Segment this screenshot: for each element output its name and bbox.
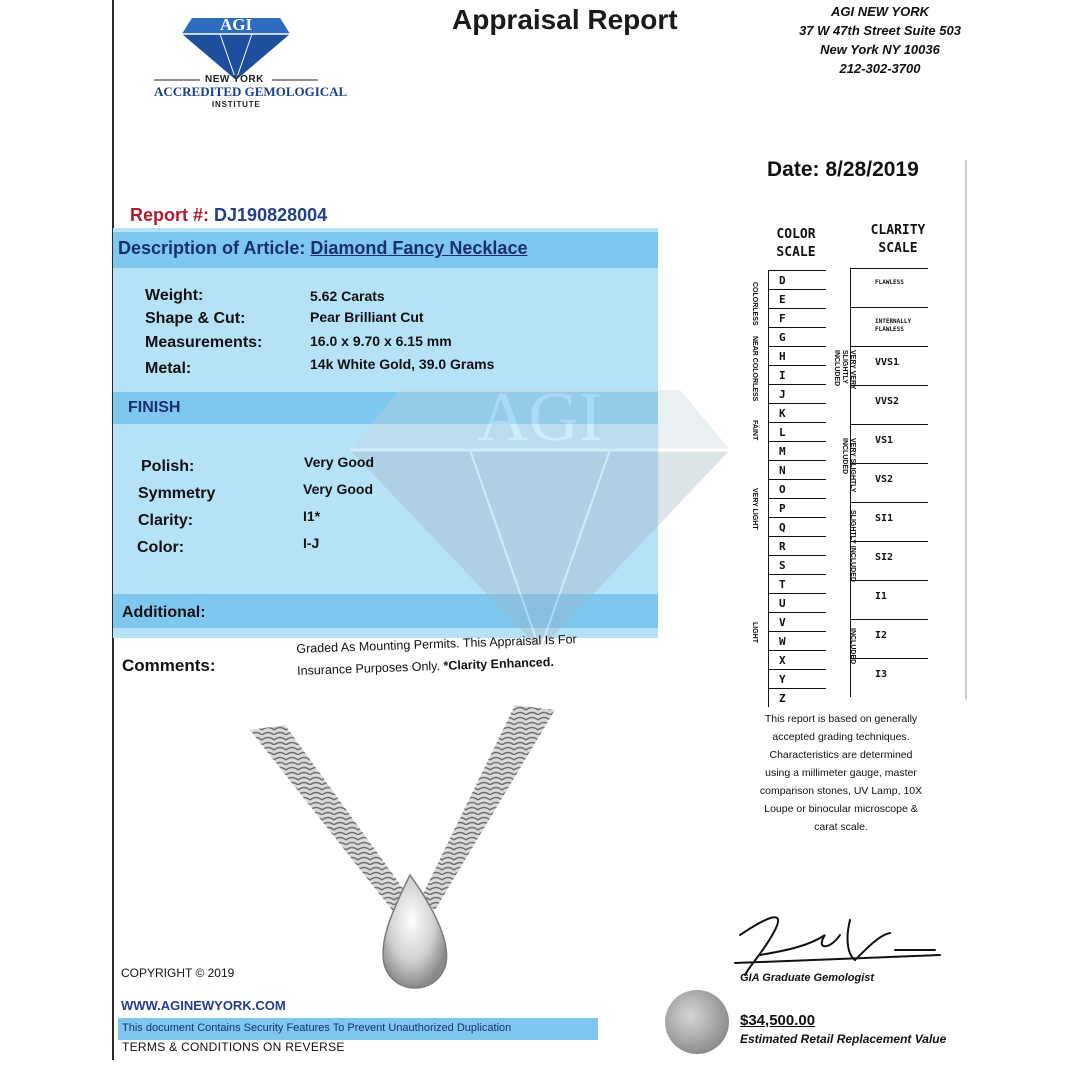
- clarity-grade-i2: I2: [850, 619, 928, 658]
- color-grade-t: T: [768, 574, 826, 593]
- grading-note: This report is based on generally accepted grading techniques. Characteristics are determined using a millimeter gauge, master comparison stones, UV Lamp, 10X Loupe or binocular microscope & carat scale.: [759, 713, 923, 833]
- comments-label: Comments:: [122, 656, 216, 675]
- date-label: Date:: [767, 158, 820, 181]
- shape-cut-value: Pear Brilliant Cut: [310, 309, 424, 325]
- group-faint: FAINT: [751, 420, 758, 441]
- clarity-value: I1*: [303, 508, 321, 524]
- clarity-grade-vvs2: VVS2: [850, 385, 928, 424]
- valuation-amount: $34,500.00: [740, 1012, 816, 1029]
- symmetry-label: Symmetry: [138, 485, 216, 502]
- group-very-light: VERY LIGHT: [751, 488, 758, 530]
- group-vvs: VERY VERY SLIGHTLY INCLUDED: [833, 350, 856, 390]
- color-grade-n: N: [768, 460, 826, 479]
- group-included: INCLUDED: [849, 628, 856, 665]
- group-near-colorless: NEAR COLORLESS: [751, 336, 758, 402]
- color-grade-s: S: [768, 555, 826, 574]
- clarity-grade-vvs1: VVS1: [850, 346, 928, 385]
- copyright-text: COPYRIGHT © 2019: [121, 966, 235, 980]
- report-number-label: Report #:: [130, 205, 210, 225]
- comments-body: Graded As Mounting Permits. This Appraisal Is For Insurance Purposes Only.: [296, 632, 577, 678]
- color-scale-grid: [768, 270, 828, 706]
- clarity-grade-internally-flawless: INTERNALLY FLAWLESS: [850, 307, 928, 346]
- logo-line-accredited: ACCREDITED GEMOLOGICAL: [154, 84, 348, 99]
- finish-header: FINISH: [128, 399, 181, 416]
- paper-edge-right: [965, 160, 967, 700]
- signature-title: GIA Graduate Gemologist: [740, 972, 875, 984]
- logo-line-new-york: NEW YORK: [205, 74, 264, 85]
- symmetry-value: Very Good: [303, 481, 374, 497]
- color-grade-e: E: [768, 289, 826, 308]
- color-grade-l: L: [768, 422, 826, 441]
- color-grade-x: X: [768, 650, 826, 669]
- svg-text:AGI: AGI: [477, 379, 603, 456]
- color-grade-z: Z: [768, 688, 826, 707]
- clarity-grade-vs1: VS1: [850, 424, 928, 463]
- clarity-scale-grid: [850, 268, 930, 698]
- agi-watermark: [340, 360, 740, 660]
- clarity-grade-vs2: VS2: [850, 463, 928, 502]
- document-title: Appraisal Report: [452, 4, 678, 35]
- clarity-enhanced-note: *Clarity Enhanced.: [443, 655, 555, 673]
- clarity-scale-title-1: CLARITY: [870, 223, 926, 238]
- clarity-label: Clarity:: [138, 512, 194, 529]
- description-label: Description of Article:: [118, 238, 306, 258]
- valuation-label: Estimated Retail Replacement Value: [740, 1032, 947, 1046]
- color-grade-j: J: [768, 384, 826, 403]
- gemologist-signature: [730, 905, 945, 980]
- color-grade-v: V: [768, 612, 826, 631]
- group-light: LIGHT: [751, 622, 758, 643]
- clarity-grade-i1: I1: [850, 580, 928, 619]
- embossed-seal: [665, 990, 729, 1054]
- color-scale-title-1: COLOR: [776, 227, 816, 242]
- color-grade-r: R: [768, 536, 826, 555]
- color-grade-w: W: [768, 631, 826, 650]
- color-grade-g: G: [768, 327, 826, 346]
- color-scale-title: [766, 226, 826, 262]
- color-grade-h: H: [768, 346, 826, 365]
- necklace-photo: [250, 705, 570, 995]
- metal-value: 14k White Gold, 39.0 Grams: [310, 356, 495, 372]
- report-number-value: DJ190828004: [214, 205, 328, 225]
- color-grade-q: Q: [768, 517, 826, 536]
- clarity-grade-flawless: FLAWLESS: [850, 268, 928, 307]
- security-notice: This document Contains Security Features To Prevent Unauthorized Duplication: [122, 1022, 512, 1034]
- polish-value: Very Good: [304, 454, 375, 470]
- group-colorless: COLORLESS: [751, 282, 758, 326]
- additional-label: Additional:: [122, 604, 206, 621]
- svg-text:AGI: AGI: [219, 15, 253, 34]
- clarity-grade-si1: SI1: [850, 502, 928, 541]
- color-scale-title-2: SCALE: [776, 245, 816, 260]
- clarity-scale-title: [858, 222, 938, 258]
- clarity-grade-si2: SI2: [850, 541, 928, 580]
- shape-cut-label: Shape & Cut:: [145, 310, 246, 327]
- color-grade-o: O: [768, 479, 826, 498]
- weight-label: Weight:: [145, 287, 204, 304]
- report-number: [130, 205, 327, 226]
- description-of-article: [118, 238, 527, 259]
- clarity-grade-i3: I3: [850, 658, 928, 697]
- description-value: Diamond Fancy Necklace: [310, 238, 528, 258]
- color-value: I-J: [303, 535, 320, 551]
- website-link[interactable]: WWW.AGINEWYORK.COM: [121, 998, 286, 1013]
- company-city: New York NY 10036: [820, 42, 940, 57]
- color-grade-m: M: [768, 441, 826, 460]
- logo-line-institute: INSTITUTE: [212, 100, 261, 109]
- color-grade-k: K: [768, 403, 826, 422]
- terms-notice: TERMS & CONDITIONS ON REVERSE: [122, 1040, 345, 1054]
- color-grade-u: U: [768, 593, 826, 612]
- color-label: Color:: [137, 539, 185, 556]
- weight-value: 5.62 Carats: [310, 288, 385, 304]
- company-name: AGI NEW YORK: [831, 4, 929, 19]
- color-grade-i: I: [768, 365, 826, 384]
- group-vs: VERY SLIGHTLY INCLUDED: [841, 438, 856, 493]
- group-si: SLIGHTLY INCLUDED: [849, 510, 856, 582]
- company-address: [795, 2, 965, 78]
- polish-label: Polish:: [141, 458, 195, 475]
- color-grade-f: F: [768, 308, 826, 327]
- date-value: 8/28/2019: [825, 158, 919, 181]
- report-date: [767, 158, 919, 182]
- color-grade-d: D: [768, 270, 826, 289]
- company-phone: 212-302-3700: [839, 61, 921, 76]
- color-grade-y: Y: [768, 669, 826, 688]
- measurements-label: Measurements:: [145, 334, 263, 351]
- metal-label: Metal:: [145, 360, 192, 377]
- measurements-value: 16.0 x 9.70 x 6.15 mm: [310, 333, 452, 349]
- color-grade-p: P: [768, 498, 826, 517]
- company-street: 37 W 47th Street Suite 503: [799, 23, 961, 38]
- clarity-scale-title-2: SCALE: [878, 241, 918, 256]
